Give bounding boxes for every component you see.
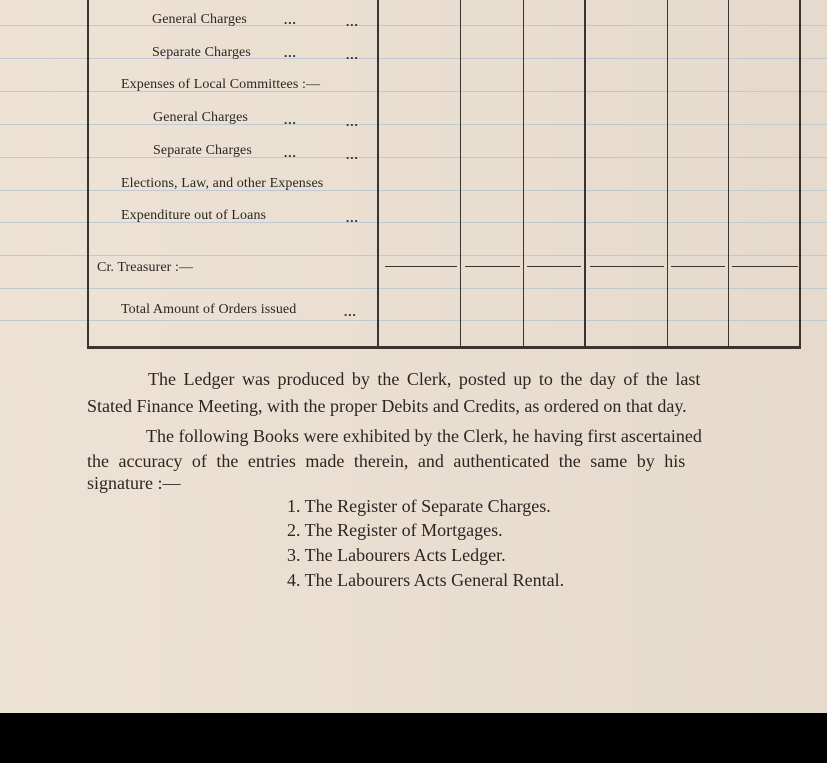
leader-dots: ... <box>344 304 357 319</box>
book-list-item: 2. The Register of Mortgages. <box>287 520 503 540</box>
leader-dots: ... <box>284 112 297 127</box>
subtotal-rule <box>385 266 457 267</box>
paragraph-books-line-1: The following Books were exhibited by the Clerk, he having first ascertained <box>146 426 702 446</box>
book-list-item: 1. The Register of Separate Charges. <box>287 496 551 516</box>
book-list-item: 4. The Labourers Acts General Rental. <box>287 570 565 590</box>
leader-dots: ... <box>346 14 359 29</box>
column-divider <box>584 0 586 349</box>
paragraph-books-line-3: signature :— <box>87 473 181 493</box>
subtotal-rule <box>527 266 581 267</box>
row-label-loans: Expenditure out of Loans <box>121 208 267 223</box>
paragraph-ledger-line-1: The Ledger was produced by the Clerk, posted up to the day of the last <box>148 369 701 389</box>
subtotal-rule <box>671 266 725 267</box>
scan-border <box>0 713 827 763</box>
leader-dots: ... <box>284 145 297 160</box>
subtotal-rule <box>590 266 664 267</box>
row-label-general-charges: General Charges <box>152 12 247 27</box>
row-label-separate-charges: Separate Charges <box>153 143 252 158</box>
leader-dots: ... <box>346 147 359 162</box>
row-label-separate-charges: Separate Charges <box>152 45 251 60</box>
column-divider <box>667 0 668 349</box>
row-label-total-orders: Total Amount of Orders issued <box>121 302 297 317</box>
row-label-general-charges: General Charges <box>153 110 248 125</box>
row-label-local-committees: Expenses of Local Committees :— <box>121 77 321 92</box>
book-list-item: 3. The Labourers Acts Ledger. <box>287 545 506 565</box>
paragraph-ledger-line-2: Stated Finance Meeting, with the proper Debits and Credits, as ordered on that day. <box>87 396 687 416</box>
leader-dots: ... <box>346 114 359 129</box>
paragraph-books-line-2: the accuracy of the entries made therein, and authenticated the same by his <box>87 451 686 471</box>
row-label-treasurer: Cr. Treasurer :— <box>97 260 194 275</box>
leader-dots: ... <box>284 12 297 27</box>
leader-dots: ... <box>346 210 359 225</box>
column-divider <box>460 0 461 349</box>
column-divider <box>728 0 729 349</box>
subtotal-rule <box>465 266 520 267</box>
column-divider <box>377 0 379 349</box>
leader-dots: ... <box>284 45 297 60</box>
column-divider <box>523 0 524 349</box>
subtotal-rule <box>732 266 798 267</box>
leader-dots: ... <box>346 47 359 62</box>
row-label-elections: Elections, Law, and other Expenses <box>121 176 324 191</box>
